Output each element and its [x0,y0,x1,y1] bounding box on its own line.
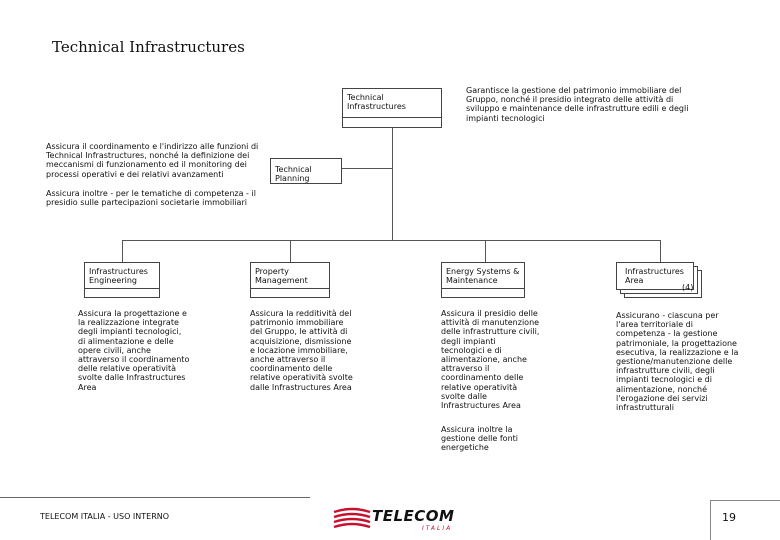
unit-count: (4) [682,283,694,292]
box-divider [251,288,329,289]
unit-label: Infrastructures Area [625,267,684,285]
unit-box-property-management [250,262,330,298]
unit-label: Property Management [255,267,308,285]
box-divider [85,288,159,289]
page-title: Technical Infrastructures [52,38,245,56]
telecom-logo-icon [332,506,372,528]
unit-label: Energy Systems & Maintenance [446,267,520,285]
page-number-frame [710,500,780,540]
staff-unit-label: Technical Planning [275,165,312,183]
logo-wordmark: TELECOM [372,507,455,525]
footer-rule [0,497,310,498]
logo-subtext: ITALIA [422,525,453,532]
box-divider [442,288,524,289]
top-unit-description: Garantisce la gestione del patrimonio immobiliare del Gruppo, nonché il presidio integrato delle attività di sviluppo e maintenance delle infrastrutture edili e degli impianti tecnologici [466,86,689,123]
unit-label: Infrastructures Engineering [89,267,148,285]
connector-unit-4 [660,240,661,264]
participation-text: Assicura inoltre - per le tematiche di competenza - il presidio sulle partecipazioni societarie immobiliari [46,189,256,208]
connector-unit-1 [122,240,123,264]
unit-box-infrastructures-engineering [84,262,160,298]
top-unit-box [342,88,442,128]
connector-unit-2 [290,240,291,264]
unit-extra-text: Assicura inoltre la gestione delle fonti energetiche [441,425,519,453]
connector-horizontal [122,240,660,241]
unit-box-energy-systems-maintenance [441,262,525,298]
connector-staff [342,168,392,169]
staff-unit-box [270,158,342,184]
connector-unit-3 [485,240,486,264]
unit-description: Assicurano - ciascuna per l'area territoriale di competenza - la gestione patrimoniale, la progettazione esecutiva, la realizzazione e la gestione/manutenzione delle infrastrutture civili, degli impianti tecnologici e di alimentazione, nonché l'erogazione dei servizi infrastrutturali [616,311,739,413]
connector-top-vertical [392,128,393,240]
unit-description: Assicura il presidio delle attività di manutenzione delle infrastrutture civili, degli impianti tecnologici e di alimentazione, anche attraverso il coordinamento delle relative operatività svolte dalle Infrastructures Area [441,309,540,411]
page-number: 19 [722,511,736,524]
coordination-text: Assicura il coordinamento e l'indirizzo alle funzioni di Technical Infrastructures, nonché la definizione dei meccanismi di funzionamento ed il monitoring dei processi operativi e dei relativi avanzamenti [46,142,259,179]
footer-text: TELECOM ITALIA - USO INTERNO [40,512,170,521]
unit-description: Assicura la redditività del patrimonio immobiliare del Gruppo, le attività di acquisizione, dismissione e locazione immobiliare, anche attraverso il coordinamento delle relative operatività svolte dalle Infrastructures Area [250,309,353,392]
unit-description: Assicura la progettazione e la realizzazione integrate degli impianti tecnologici, di alimentazione e delle opere civili, anche attraverso il coordinamento delle relative operatività svolte dalle Infrastructures Area [78,309,190,392]
box-divider [343,117,441,118]
top-unit-label: Technical Infrastructures [347,93,406,111]
